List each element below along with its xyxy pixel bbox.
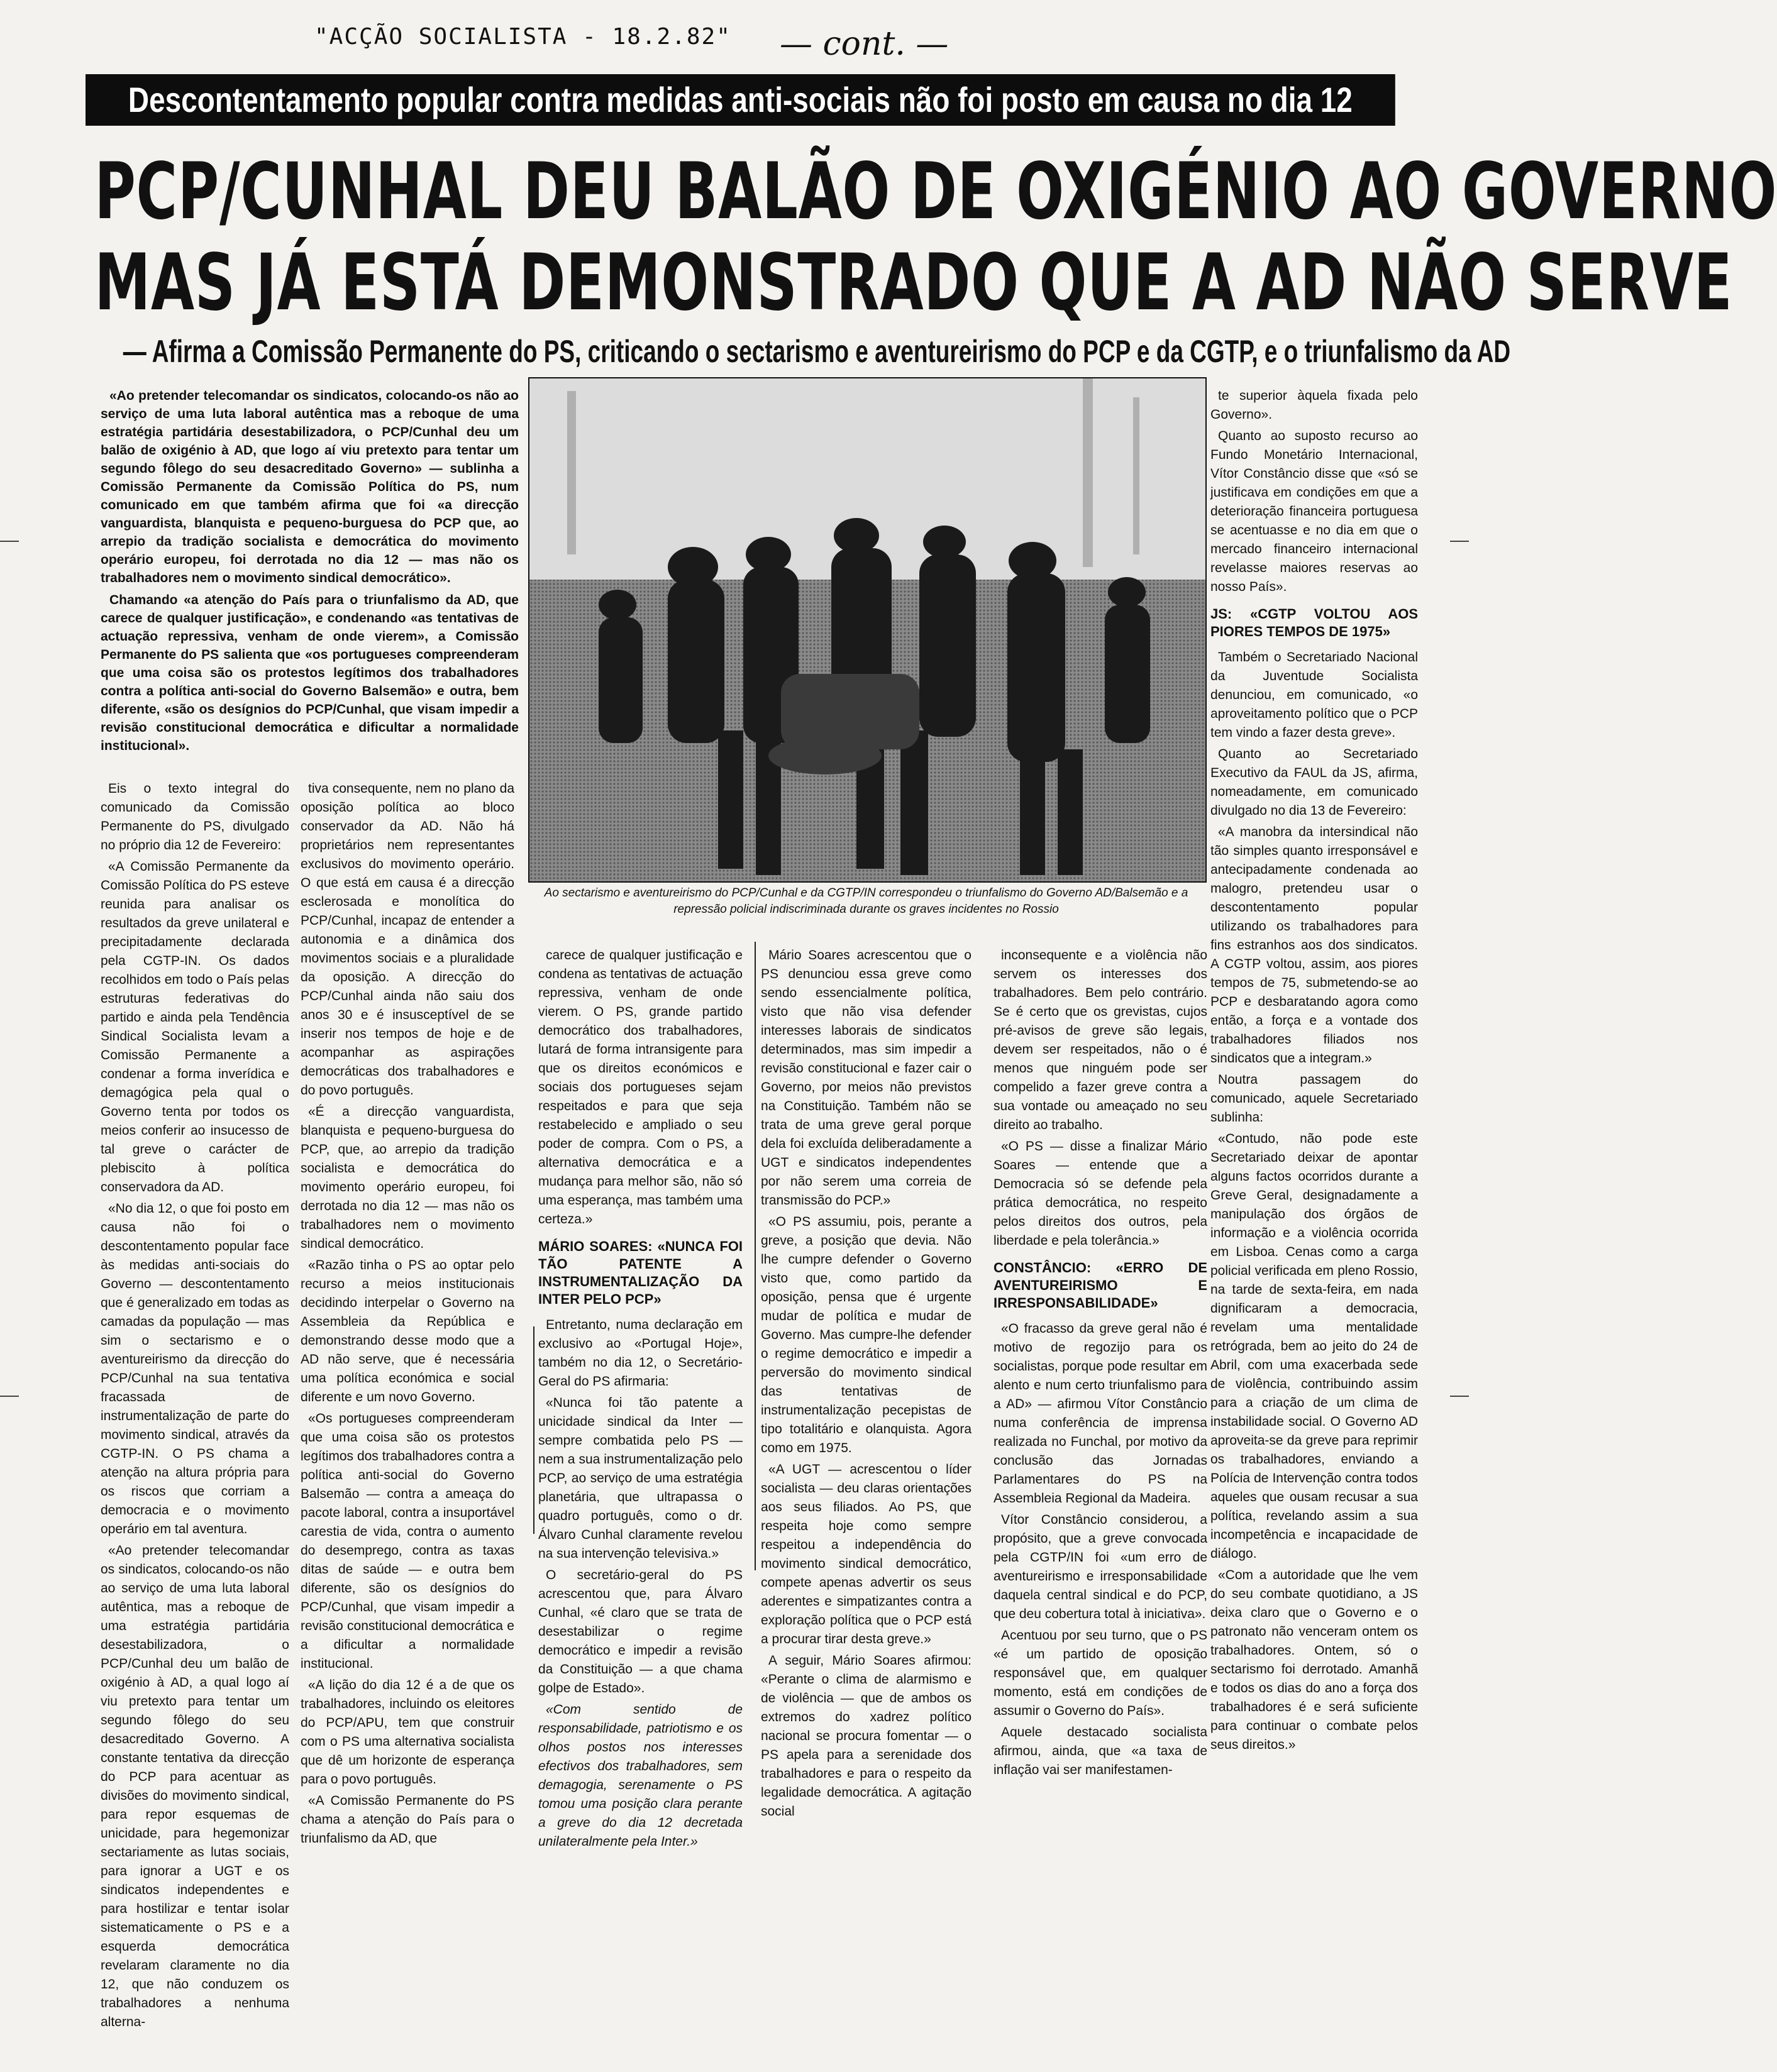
article-column-1 [101,780,289,2034]
paragraph: inconsequente e a violência não servem os interesses dos trabalhadores. Bem pelo contrário. Se é certo que os grevistas, cujos pré-avisos de greve são legais, devem ser respeitados, não o é menos que ninguém pode ser compelido a fazer greve contra a sua vontade ou ameaçado no seu direito ao trabalho. [994,948,1207,1132]
paragraph: Também o Secretariado Nacional da Juventude Socialista denunciou, em comunicado, «o aproveitamento político que o PCP tem vindo a fazer desta greve». [1210,650,1418,740]
lead-paragraphs [101,387,519,759]
paragraph: «Contudo, não pode este Secretariado deixar de apontar alguns factos ocorridos durante a Greve Geral, designadamente a manipulação dos órgãos de informação e a violência ocorrida em Lisboa. Cenas como a carga policial verificada em pleno Rossio, na tarde de sexta-feira, em nada dignificaram a democracia, revelam uma mentalidade retrógrada, bem ao jeito do 24 de Abril, com uma exacerbada sede de violência, contribuindo assim para a criação de um clima de instabilidade social. O Governo AD aproveita-se da greve para reprimir os trabalhadores, enviando a Polícia de Intervenção contra todos aqueles que ousam recusar a sua política, revelando assim a sua incompetência e incapacidade de diálogo. [1210,1132,1418,1561]
source-line: "ACÇÃO SOCIALISTA - 18.2.82" [314,24,731,50]
headline-line-1: PCP/CUNHAL DEU BALÃO DE OXIGÉNIO AO GOVERNO [94,146,1777,237]
paragraph: tiva consequente, nem no plano da oposição política ao bloco conservador da AD. Não há proprietários nem representantes exclusivos do movimento operário. O que está em causa é a direcção esclerosada e monolítica do PCP/Cunhal, incapaz de entender a autonomia e a dinâmica dos movimentos sociais e a pluralidade da oposição. A direcção do PCP/Cunhal ainda não saiu dos anos 30 e é insusceptível de se inserir nos tempos de hoje e de acompanhar as aspirações democráticas dos trabalhadores e do povo português. [301,781,514,1098]
article-column-6 [1210,387,1418,1757]
margin-bracket [755,942,756,1570]
section-subheading: JS: «CGTP VOLTOU AOS PIORES TEMPOS DE 1975» [1210,606,1418,639]
paragraph: «A lição do dia 12 é a de que os trabalhadores, incluindo os eleitores do PCP/APU, tem que construir com o PS uma alternativa socialista que dê um horizonte de esperança para o povo português. [301,1678,514,1787]
handwritten-note: — cont. — [780,25,949,63]
paragraph: O secretário-geral do PS acrescentou que, para Álvaro Cunhal, «é claro que se trata de desestabilizar o regime democrático e impedir a revisão da Constituição — a que chama golpe de Estado». [538,1568,743,1695]
paragraph: A seguir, Mário Soares afirmou: «Perante o clima de alarmismo e de violência — que de ambos os extremos do xadrez político nacional se procura fomentar — o PS apela para a serenidade dos trabalhadores e para o respeito da legalidade democrática. A agitação social [761,1653,972,1819]
margin-tick [0,1396,19,1397]
paragraph: «A Comissão Permanente da Comissão Política do PS esteve reunida para analisar os resultados da greve unilateral e precipitadamente declarada pela CGTP-IN. Os dados recolhidos em todo o País pelas estruturas federativas do partido e ainda pela Tendência Sindical Socialista levam a Comissão Permanente a condenar a forma inverídica e demagógica pela qual o Governo tenta por todos os meios conferir ao insucesso de tal greve o carácter de plebiscito à política conservadora da AD. [101,859,289,1194]
margin-tick [1450,541,1469,542]
paragraph: «O PS — disse a finalizar Mário Soares — entende que a Democracia só se defende pela prática democrática, no respeito pelos direitos dos outros, pela liberdade e pela tolerância.» [994,1139,1207,1248]
article-column-2 [301,780,514,1851]
paragraph: Mário Soares acrescentou que o PS denunciou essa greve como sendo essencialmente política, visto que não visa defender interesses laborais de sindicatos determinados, mas sim impedir a revisão constitucional e fazer cair o Governo, por meios não previstos na Constituição. Também não se trata de uma greve geral porque dela foi excluída deliberadamente a UGT e sindicatos independentes por não serem uma correia de transmissão do PCP.» [761,948,972,1208]
section-subheading: MÁRIO SOARES: «NUNCA FOI TÃO PATENTE A INSTRUMENTALIZAÇÃO DA INTER PELO PCP» [538,1238,743,1307]
crowd-photo-illustration [529,378,1205,881]
paragraph: Eis o texto integral do comunicado da Comissão Permanente do PS, divulgado no próprio dia 12 de Fevereiro: [101,781,289,852]
news-photo [528,377,1207,883]
banner-kicker: Descontentamento popular contra medidas anti-sociais não foi posto em causa no dia 12 [86,74,1395,126]
paragraph: «Com sentido de responsabilidade, patriotismo e os olhos postos nos interesses efectivos dos trabalhadores, sem demagogia, serenamente o PS tomou uma posição clara perante a greve do dia 12 decretada unilateralmente pela Inter.» [538,1702,743,1849]
margin-bracket [533,1326,534,1534]
photo-caption: Ao sectarismo e aventureirismo do PCP/Cunhal e da CGTP/IN correspondeu o triunfalismo do Governo AD/Balsemão e a repressão policial indiscriminada durante os graves incidentes no Rossio [544,886,1188,916]
paragraph: Quanto ao suposto recurso ao Fundo Monetário Internacional, Vítor Constâncio disse que «só se justificava em condições em que a deterioração financeira portuguesa se acentuasse e no dia em que o mercado financeiro internacional revelasse maiores reservas ao nosso País». [1210,429,1418,594]
paragraph: «É a direcção vanguardista, blanquista e pequeno-burguesa do PCP, que, ao arrepio da tradição socialista e democrática do movimento operário europeu, foi derrotada no dia 12 — mas não os trabalhadores nem o movimento sindical democrático. [301,1105,514,1251]
lead-paragraph: «Ao pretender telecomandar os sindicatos, colocando-os não ao serviço de uma luta laboral autêntica mas a reboque de uma estratégia partidária desestabilizadora, o PCP/Cunhal deu um balão de oxigénio à AD, que logo aí viu pretexto para tentar um segundo fôlego do seu desacreditado Governo» — sublinha a Comissão Permanente da Comissão Política do PS, num comunicado em que também afirma que foi «a direcção vanguardista, blanquista e pequeno-burguesa do PCP que, ao arrepio da tradição socialista e democrática do movimento operário europeu, foi derrotada no dia 12 — mas não os trabalhadores nem o movimento sindical democrático». [101,389,519,585]
margin-tick [0,541,19,542]
paragraph: carece de qualquer justificação e condena as tentativas de actuação repressiva, venham de onde vierem. O PS, grande partido democrático dos trabalhadores, lutará de forma intransigente para que os direitos económicos e sociais dos portugueses sejam respeitados e para que seja restabelecido e ampliado o seu poder de compra. Com o PS, a alternativa democrática e a mudança para melhor são, não só uma esperança, mas também uma certeza.» [538,948,743,1226]
headline-line-2: MAS JÁ ESTÁ DEMONSTRADO QUE A AD NÃO SERVE [94,238,1733,328]
section-subheading: CONSTÂNCIO: «ERRO DE AVENTUREIRISMO E IRRESPONSABILIDADE» [994,1260,1207,1311]
paragraph: Quanto ao Secretariado Executivo da FAUL da JS, afirma, nomeadamente, em comunicado divulgado no dia 13 de Fevereiro: [1210,747,1418,818]
paragraph: «Ao pretender telecomandar os sindicatos, colocando-os não ao serviço de uma luta laboral autêntica, mas a reboque de uma estratégia partidária desestabilizadora, o PCP/Cunhal deu um balão de oxigénio à AD, a qual logo aí viu pretexto para tentar um segundo fôlego do seu desacreditado Governo. A constante tentativa da direcção do PCP para acentuar as divisões do movimento sindical, para repor esquemas de unicidade, para hegemonizar sectariamente as lutas sociais, para ignorar a UGT e os sindicatos independentes e para hostilizar e tentar isolar sistematicamente o PS e a esquerda democrática revelaram claramente no dia 12, que não conduzem os trabalhadores a nenhuma alterna- [101,1543,289,2029]
subheadline: — Afirma a Comissão Permanente do PS, criticando o sectarismo e aventureirismo do PCP e da CGTP, e o triunfalismo da AD [123,334,1511,369]
paragraph: «O PS assumiu, pois, perante a greve, a posição que devia. Não lhe cumpre defender o Governo visto que, como partido da oposição, pensa que é urgente mudar de política e mudar de Governo. Mas cumpre-lhe defender o regime democrático e impedir a perversão do movimento sindical das tentativas de instrumentalização pecepistas de tipo totalitário e olanquista. Agora como em 1975. [761,1215,972,1455]
margin-tick [1450,1396,1469,1397]
lead-paragraph: Chamando «a atenção do País para o triunfalismo da AD, que carece de qualquer justificação», e condenando «as tentativas de actuação repressiva, venham de onde vierem», a Comissão Permanente do PS salienta que «os portugueses compreenderam que uma coisa são os protestos legítimos dos trabalhadores contra a política anti-social do Governo Balsemão» e outra, bem diferente, «são os desígnios do PCP/Cunhal, que visam impedir a revisão constitucional democrática e dificultar a normalidade institucional». [101,593,519,753]
paragraph: «Nunca foi tão patente a unicidade sindical da Inter — sempre combatida pelo PS — nem a sua instrumentalização pelo PCP, ao serviço de uma estratégia planetária, que ultrapassa o quadro português, como o dr. Álvaro Cunhal claramente revelou na sua intervenção televisiva.» [538,1396,743,1561]
paragraph: «A manobra da intersindical não tão simples quanto irresponsável e antecipadamente condenada ao malogro, pretendeu usar o descontentamento popular utilizando os trabalhadores para fins estranhos aos dos sindicatos. A CGTP voltou, assim, aos piores tempos de 75, submetendo-se ao PCP e desbaratando agora como então, a força e a vontade dos trabalhadores filiados nos sindicatos que a integram.» [1210,825,1418,1066]
paragraph: «No dia 12, o que foi posto em causa não foi o descontentamento popular face às medidas anti-sociais do Governo — descontentamento que é generalizado em todas as camadas da população — mas sim o sectarismo e o aventureirismo da direcção do PCP/Cunhal na sua tentativa fracassada de instrumentalização de parte do movimento sindical, através da CGTP-IN. O PS chama a atenção na altura própria para os riscos que corriam a democracia e o movimento operário em tal aventura. [101,1201,289,1536]
article-column-4 [761,946,972,1824]
paragraph: «Com a autoridade que lhe vem do seu combate quotidiano, a JS deixa claro que o Governo e o patronato não venceram ontem os trabalhadores. Ontem, só o sectarismo foi derrotado. Amanhã e todos os dias do ano a força dos trabalhadores é e será suficiente para continuar o combate pelos seus direitos.» [1210,1568,1418,1752]
paragraph: Noutra passagem do comunicado, aquele Secretariado sublinha: [1210,1072,1418,1125]
article-column-3 [538,946,743,1854]
paragraph: «A UGT — acrescentou o líder socialista — deu claras orientações aos seus filiados. Ao PS, que respeita hoje como sempre respeitou a independência do movimento sindical democrático, compete apenas advertir os seus aderentes e simpatizantes contra a exploração política que o PCP está a procurar tirar desta greve.» [761,1462,972,1646]
paragraph: «A Comissão Permanente do PS chama a atenção do País para o triunfalismo da AD, que [301,1794,514,1846]
paragraph: Aquele destacado socialista afirmou, ainda, que «a taxa de inflação vai ser manifestamen- [994,1725,1207,1777]
paragraph: «Os portugueses compreenderam que uma coisa são os protestos legítimos dos trabalhadores contra a política anti-social do Governo Balsemão — contra a ameaça do pacote laboral, contra a insuportável carestia de vida, contra o aumento do desemprego, contra as taxas ditas de saúde — e outra bem diferente, são os desígnios do PCP/Cunhal, que visam impedir a revisão constitucional democrática e a dificultar a normalidade institucional. [301,1411,514,1671]
article-column-5 [994,946,1207,1782]
paragraph: Acentuou por seu turno, que o PS «é um partido de oposição responsável que, em qualquer momento, está em condições de assumir o Governo do País». [994,1628,1207,1718]
paragraph: «Razão tinha o PS ao optar pelo recurso a meios institucionais decidindo interpelar o Governo na Assembleia da República e demonstrando desse modo que a AD não serve, que é necessária uma política económica e social diferente e um novo Governo. [301,1258,514,1404]
paragraph: te superior àquela fixada pelo Governo». [1210,389,1418,422]
paragraph: Entretanto, numa declaração em exclusivo ao «Portugal Hoje», também no dia 12, o Secretário-Geral do PS afirmaria: [538,1318,743,1389]
paragraph: «O fracasso da greve geral não é motivo de regozijo para os socialistas, porque pode resultar em alento e num certo triunfalismo para a AD» — afirmou Vítor Constâncio numa conferência de imprensa realizada no Funchal, por motivo da conclusão das Jornadas Parlamentares do PS na Assembleia Regional da Madeira. [994,1321,1207,1506]
paragraph: Vítor Constâncio considerou, a propósito, que a greve convocada pela CGTP/IN foi «um erro de aventureirismo e irresponsabilidade daquela central sindical e do PCP, que deu cobertura total à iniciativa». [994,1513,1207,1621]
